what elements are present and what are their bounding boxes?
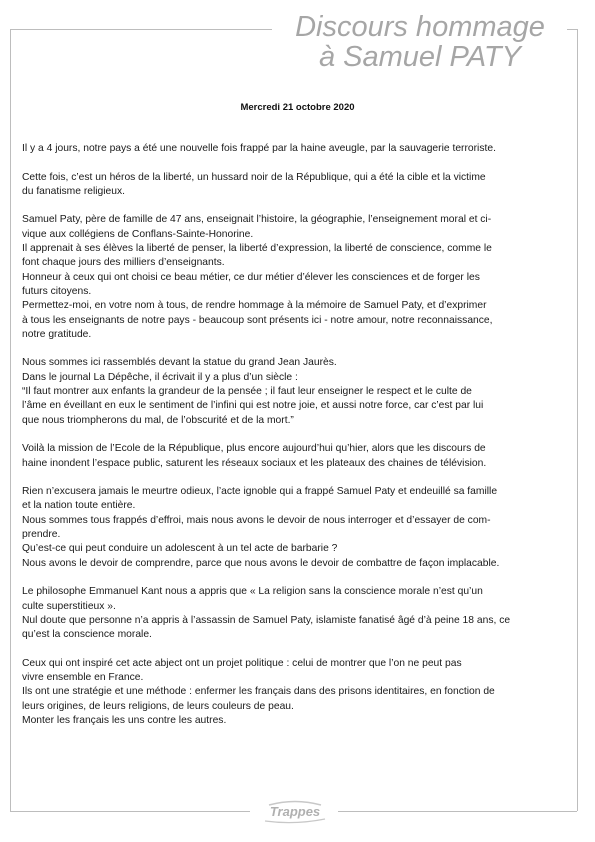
paragraph-line: leurs origines, de leurs religions, de leurs couleurs de peau. [22,700,294,712]
paragraph-line: Nous sommes ici rassemblés devant la statue du grand Jean Jaurès. [22,357,337,369]
frame-left-line [10,29,11,811]
paragraph-line: notre gratitude. [22,328,92,340]
title-line-2: à Samuel PATY [318,41,521,73]
paragraph-line: Voilà la mission de l’Ecole de la République, plus encore aujourd’hui qu’hier, alors que les discours de [22,443,486,455]
paragraph-line: Permettez-moi, en votre nom à tous, de rendre hommage à la mémoire de Samuel Paty, et d’exprimer [22,300,487,312]
paragraph-line: Nul doute que personne n’a appris à l’assassin de Samuel Paty, islamiste fanatisé âgé d’à peine 18 ans, ce [22,614,511,626]
paragraph-line: haine inondent l’espace public, saturent les réseaux sociaux et les plateaux des chaines de télévision. [22,457,487,469]
paragraph-line: Rien n’excusera jamais le meurtre odieux, l’acte ignoble qui a frappé Samuel Paty et endeuillé sa famille [22,486,498,498]
speech-paragraph [22,213,572,342]
paragraph-line: Qu’est-ce qui peut conduire un adolescent à un tel acte de barbarie ? [22,543,338,555]
logo-wordmark: Trappes [269,804,321,819]
page-title [270,12,570,72]
paragraph-line: Ceux qui ont inspiré cet acte abject ont un projet politique : celui de montrer que l’on ne peut pas [22,657,462,669]
paragraph-line: Il apprenait à ses élèves la liberté de penser, la liberté d’expression, la liberté de conscience, comme le [22,243,492,255]
paragraph-line: l’âme en éveillant en eux le sentiment de l’infini qui est notre joie, et aussi notre force, car c’est par lui [22,400,484,412]
paragraph-line: font chaque jours des milliers d’enseignants. [22,257,225,269]
speech-paragraph [22,171,572,200]
paragraph-line: Nous sommes tous frappés d’effroi, mais nous avons le devoir de nous interroger et d’essayer de com- [22,514,491,526]
paragraph-line: Samuel Paty, père de famille de 47 ans, enseignait l’histoire, la géographie, l’enseignement moral et ci- [22,214,492,226]
paragraph-line: Nous avons le devoir de comprendre, parce que nous avons le devoir de combattre de façon implacable. [22,557,500,569]
paragraph-line: vivre ensemble en France. [22,671,144,683]
paragraph-line: culte superstitieux ». [22,600,116,612]
speech-paragraph [22,142,572,156]
speech-paragraph [22,356,572,427]
paragraph-line: “Il faut montrer aux enfants la grandeur de la pensée ; il faut leur enseigner le respect et le culte de [22,386,472,398]
speech-paragraph [22,485,572,571]
paragraph-line: du fanatisme religieux. [22,185,126,197]
speech-paragraph [22,657,572,728]
paragraph-line: Honneur à ceux qui ont choisi ce beau métier, ce dur métier d’élever les consciences et de forger les [22,271,480,283]
paragraph-line: que nous triompherons du mal, de l’obscurité et de la mort.” [22,414,294,426]
speech-body [22,142,572,742]
frame-bottom-right-line [338,811,577,812]
paragraph-line: Ils ont une stratégie et une méthode : enfermer les français dans des prisons identitaires, en fonction de [22,686,495,698]
paragraph-line: prendre. [22,529,61,541]
trappes-logo [255,800,335,824]
paragraph-line: vique aux collégiens de Conflans-Sainte-Honorine. [22,228,254,240]
paragraph-line: et la nation toute entière. [22,500,136,512]
frame-right-line [577,29,578,811]
paragraph-line: Dans le journal La Dépêche, il écrivait il y a plus d’un siècle : [22,371,298,383]
paragraph-line: Il y a 4 jours, notre pays a été une nouvelle fois frappé par la haine aveugle, par la sauvagerie terroriste. [22,143,496,154]
speech-paragraph [22,585,572,642]
title-line-1: Discours hommage [295,11,545,43]
paragraph-line: Monter les français les uns contre les autres. [22,714,227,726]
speech-paragraph [22,442,572,471]
paragraph-line: qu’est la conscience morale. [22,629,152,641]
paragraph-line: futurs citoyens. [22,285,92,297]
frame-bottom-left-line [10,811,250,812]
paragraph-line: à tous les enseignants de notre pays - beaucoup sont présents ici - notre amour, notre reconnaissance, [22,314,493,326]
speech-date: Mercredi 21 octobre 2020 [240,102,355,113]
paragraph-line: Cette fois, c’est un héros de la liberté, un hussard noir de la République, qui a été la cible et la victime [22,171,486,183]
paragraph-line: Le philosophe Emmanuel Kant nous a appris que « La religion sans la conscience morale n’est qu’un [22,586,483,598]
frame-top-line [10,29,272,30]
